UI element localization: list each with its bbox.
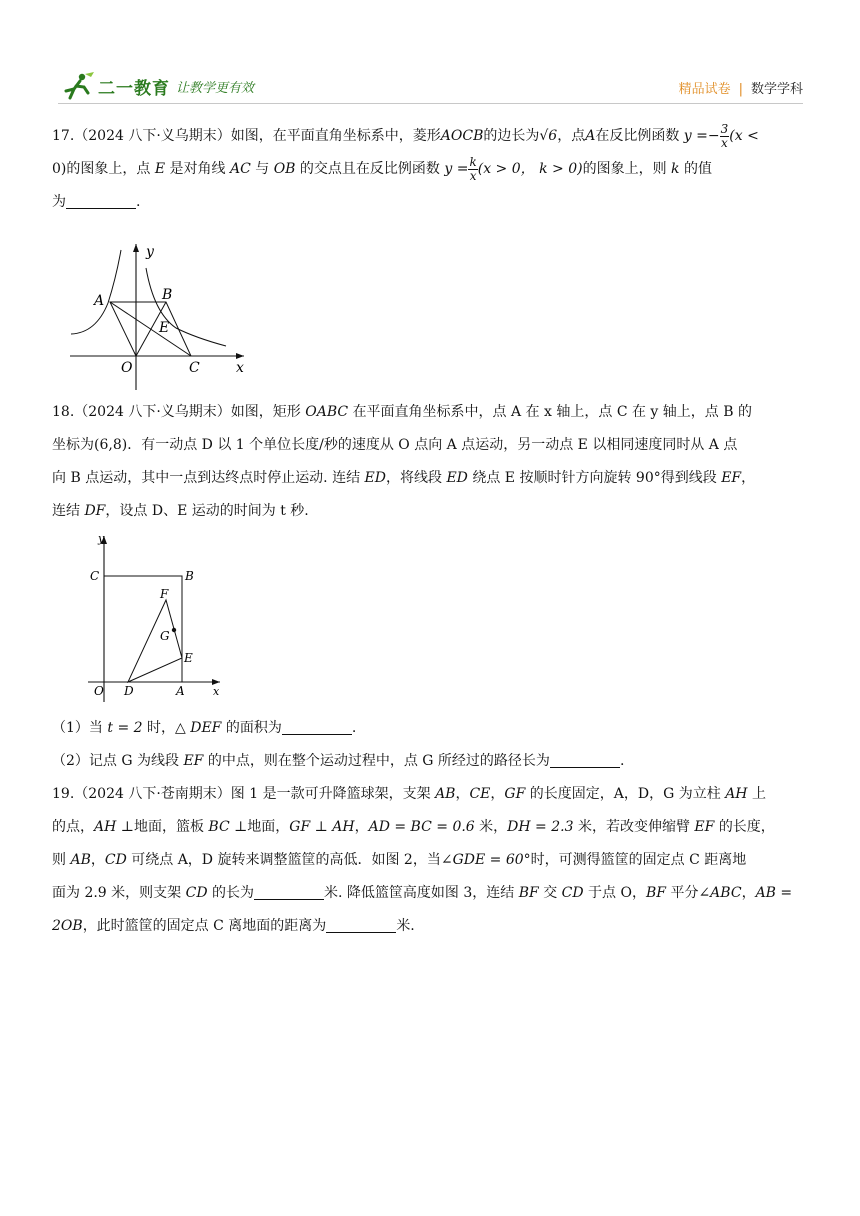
q19-math: BF: [645, 885, 666, 901]
q19-text: 平分: [670, 885, 699, 901]
q19-number: 19.（2024 八下·苍南期末）: [52, 786, 231, 802]
q19-math: BF: [518, 885, 539, 901]
q19-math: CD: [104, 852, 127, 868]
q17-math: (x > 0， k > 0): [477, 161, 583, 177]
q19-text: 的点，: [52, 819, 94, 835]
fig18-label: B: [185, 569, 194, 583]
q19-text: 图 1 是一款可升降篮球架，支架: [230, 786, 431, 802]
frac-den: x: [469, 168, 477, 183]
fig18-label: E: [184, 651, 193, 665]
fig17-label: y: [146, 244, 154, 260]
q19-text: 则: [52, 852, 66, 868]
fig18-label: O: [94, 684, 104, 698]
q18-text: 向 B 点运动，其中一点到达终点时停止运动. 连结: [52, 470, 361, 486]
fig17-label: C: [189, 360, 200, 376]
q17-math: √6: [539, 128, 558, 144]
frac-num: 3: [720, 121, 729, 136]
q19-math: 2OB: [52, 918, 83, 934]
q19-math: BC: [208, 819, 230, 835]
fraction-3-over-x: [720, 123, 730, 150]
header-separator: |: [738, 82, 743, 97]
fig17-label: E: [159, 320, 170, 336]
q18-text: 在平面直角坐标系中，点 A 在 x 轴上，点 C 在 y 轴上，点 B 的: [352, 404, 752, 420]
q19-text: ，: [490, 786, 505, 802]
question-18: [52, 396, 812, 528]
q17-text: 与: [255, 161, 270, 177]
q19-text: 米，若改变伸缩臂: [577, 819, 690, 835]
q18-text: （2）记点 G 为线段: [52, 753, 179, 769]
q17-text: 的值: [683, 161, 712, 177]
q19-text: ，: [455, 786, 470, 802]
q19-line-5: [52, 910, 812, 943]
frac-den: x: [721, 135, 728, 150]
q19-math: ∠GDE = 60°: [440, 852, 531, 868]
answer-blank: [254, 883, 324, 900]
q19-line-4: [52, 877, 812, 910]
q19-line-1: [52, 778, 812, 811]
fig18-label: A: [176, 684, 185, 698]
q19-math: GF ⊥ AH: [289, 819, 355, 835]
q19-text: 时，可测得篮筐的固定点 C 距离地: [530, 852, 747, 868]
fig18-label: x: [213, 685, 220, 698]
q17-math: y =−: [683, 128, 720, 144]
q19-text: ，: [741, 885, 756, 901]
fig18-label: C: [90, 569, 100, 583]
q17-text: 的边长为: [483, 128, 540, 144]
question-19: [52, 778, 812, 943]
q17-math: AOCB: [440, 128, 484, 144]
fig18-label: G: [160, 629, 170, 643]
q17-text: 在反比例函数: [595, 128, 680, 144]
q17-text: 如图，在平面直角坐标系中，菱形: [230, 128, 441, 144]
logo: [58, 68, 254, 104]
q18-math: t = 2: [107, 720, 143, 736]
q18-sub-2: [52, 745, 812, 778]
q19-text: ，: [354, 819, 369, 835]
q17-line-3: [52, 186, 812, 219]
q17-text: 的图象上，则: [582, 161, 667, 177]
runner-logo-icon: [58, 71, 96, 101]
q18-math: EF: [721, 470, 742, 486]
q18-line-4: [52, 495, 812, 528]
q18-math: ED: [446, 470, 468, 486]
fig17-label: x: [236, 360, 244, 376]
q17-text: 为: [52, 194, 66, 210]
q17-text: 的交点且在反比例函数: [299, 161, 440, 177]
answer-blank: [282, 718, 352, 735]
header-divider: [58, 103, 803, 104]
q18-text: .: [351, 720, 357, 736]
q19-line-2: [52, 811, 812, 844]
fig18-label: F: [160, 587, 169, 601]
q19-math: EF: [694, 819, 715, 835]
page-header: [58, 68, 803, 108]
q18-text: 的面积为: [225, 720, 282, 736]
q17-math: (x <: [729, 128, 759, 144]
q19-math: GF: [504, 786, 526, 802]
header-label-subject: 数学学科: [750, 82, 803, 97]
logo-text: 二一教育: [98, 78, 170, 99]
q18-math: EF: [183, 753, 204, 769]
q18-text: 的中点，则在整个运动过程中，点 G 所经过的路径长为: [207, 753, 550, 769]
q17-text: ，点: [557, 128, 586, 144]
slogan: 让教学更有效: [176, 80, 255, 96]
q19-math: AD = BC = 0.6: [368, 819, 475, 835]
q18-sub-1: [52, 712, 812, 745]
q18-text: 如图，矩形: [230, 404, 301, 420]
q19-text: ⊥地面，篮板: [120, 819, 204, 835]
q17-math: A: [585, 128, 596, 144]
header-label-premium: 精品试卷: [678, 82, 731, 97]
q19-text: 米.: [396, 918, 415, 934]
q18-text: ，设点 D、E 运动的时间为 t 秒.: [105, 503, 309, 519]
q19-math: CE: [469, 786, 491, 802]
q19-text: 的长度，: [718, 819, 775, 835]
answer-blank: [326, 916, 396, 933]
q19-math: DH = 2.3: [507, 819, 574, 835]
q17-math: y =: [444, 161, 469, 177]
answer-blank: [550, 751, 620, 768]
q19-text: 的长度固定，A，D，G 为立柱: [529, 786, 721, 802]
q19-math: AH: [725, 786, 748, 802]
q17-math: k: [671, 161, 680, 177]
q18-line-1: [52, 396, 812, 429]
question-18-parts: [52, 712, 812, 778]
q19-math: CD: [185, 885, 208, 901]
q17-line-1: [52, 120, 812, 153]
q18-math: DF: [84, 503, 106, 519]
frac-num: k: [469, 154, 477, 169]
q19-math: AB: [435, 786, 456, 802]
q19-text: 上: [751, 786, 766, 802]
q18-text: ，将线段: [386, 470, 442, 486]
q19-text: ，此时篮筐的固定点 C 离地面的距离为: [82, 918, 327, 934]
q19-math: AB =: [755, 885, 793, 901]
q18-text: 坐标为(6,8)．有一动点 D 以 1 个单位长度/秒的速度从 O 点向 A 点运动，另一动点 E 以相同速度同时从 A 点: [52, 437, 738, 453]
question-17: [52, 120, 812, 219]
fig17-label: O: [121, 360, 133, 376]
q17-math: E: [154, 161, 166, 177]
q17-text: .: [136, 194, 141, 210]
fig17-label: A: [94, 293, 105, 309]
answer-blank: [66, 192, 136, 209]
header-subject: [679, 78, 803, 97]
fig17-label: B: [162, 287, 173, 303]
q19-text: 面为 2.9 米，则支架: [52, 885, 182, 901]
q18-text: 时，: [147, 720, 175, 736]
q17-figure: [66, 238, 256, 393]
q19-text: 于点 O，: [588, 885, 646, 901]
q18-number: 18.（2024 八下·义乌期末）: [52, 404, 231, 420]
q17-number: 17.（2024 八下·义乌期末）: [52, 128, 231, 144]
q18-text: .: [619, 753, 625, 769]
q19-text: ⊥地面，: [234, 819, 290, 835]
q17-text: 0)的图象上，点: [52, 161, 151, 177]
fig18-label: D: [124, 684, 134, 698]
q18-math: ED: [364, 470, 386, 486]
q18-line-2: [52, 429, 812, 462]
q19-math: ∠ABC: [698, 885, 742, 901]
q19-text: 的长为: [212, 885, 255, 901]
q19-text: ，: [90, 852, 105, 868]
fig18-label: y: [98, 532, 105, 545]
q19-text: 交: [543, 885, 558, 901]
q18-figure: [88, 532, 228, 704]
q19-math: AB: [70, 852, 91, 868]
q19-text: 米. 降低篮筐高度如图 3，连结: [324, 885, 515, 901]
q18-text: 连结: [52, 503, 80, 519]
fraction-k-over-x: [468, 156, 477, 183]
q18-text: （1）当: [52, 720, 103, 736]
q18-math: OABC: [305, 404, 349, 420]
q19-math: AH: [94, 819, 117, 835]
q17-math: AC: [229, 161, 251, 177]
q18-math: △ DEF: [175, 720, 222, 736]
q19-text: 米，: [479, 819, 508, 835]
q17-text: 是对角线: [169, 161, 226, 177]
q18-text: ，: [741, 470, 756, 486]
q18-text: 绕点 E 按顺时针方向旋转 90°得到线段: [472, 470, 717, 486]
q19-text: 可绕点 A，D 旋转来调整篮筐的高低．如图 2，当: [131, 852, 441, 868]
q19-math: CD: [561, 885, 584, 901]
q19-line-3: [52, 844, 812, 877]
q17-math: OB: [273, 161, 296, 177]
q18-line-3: [52, 462, 812, 495]
q17-line-2: [52, 153, 812, 186]
